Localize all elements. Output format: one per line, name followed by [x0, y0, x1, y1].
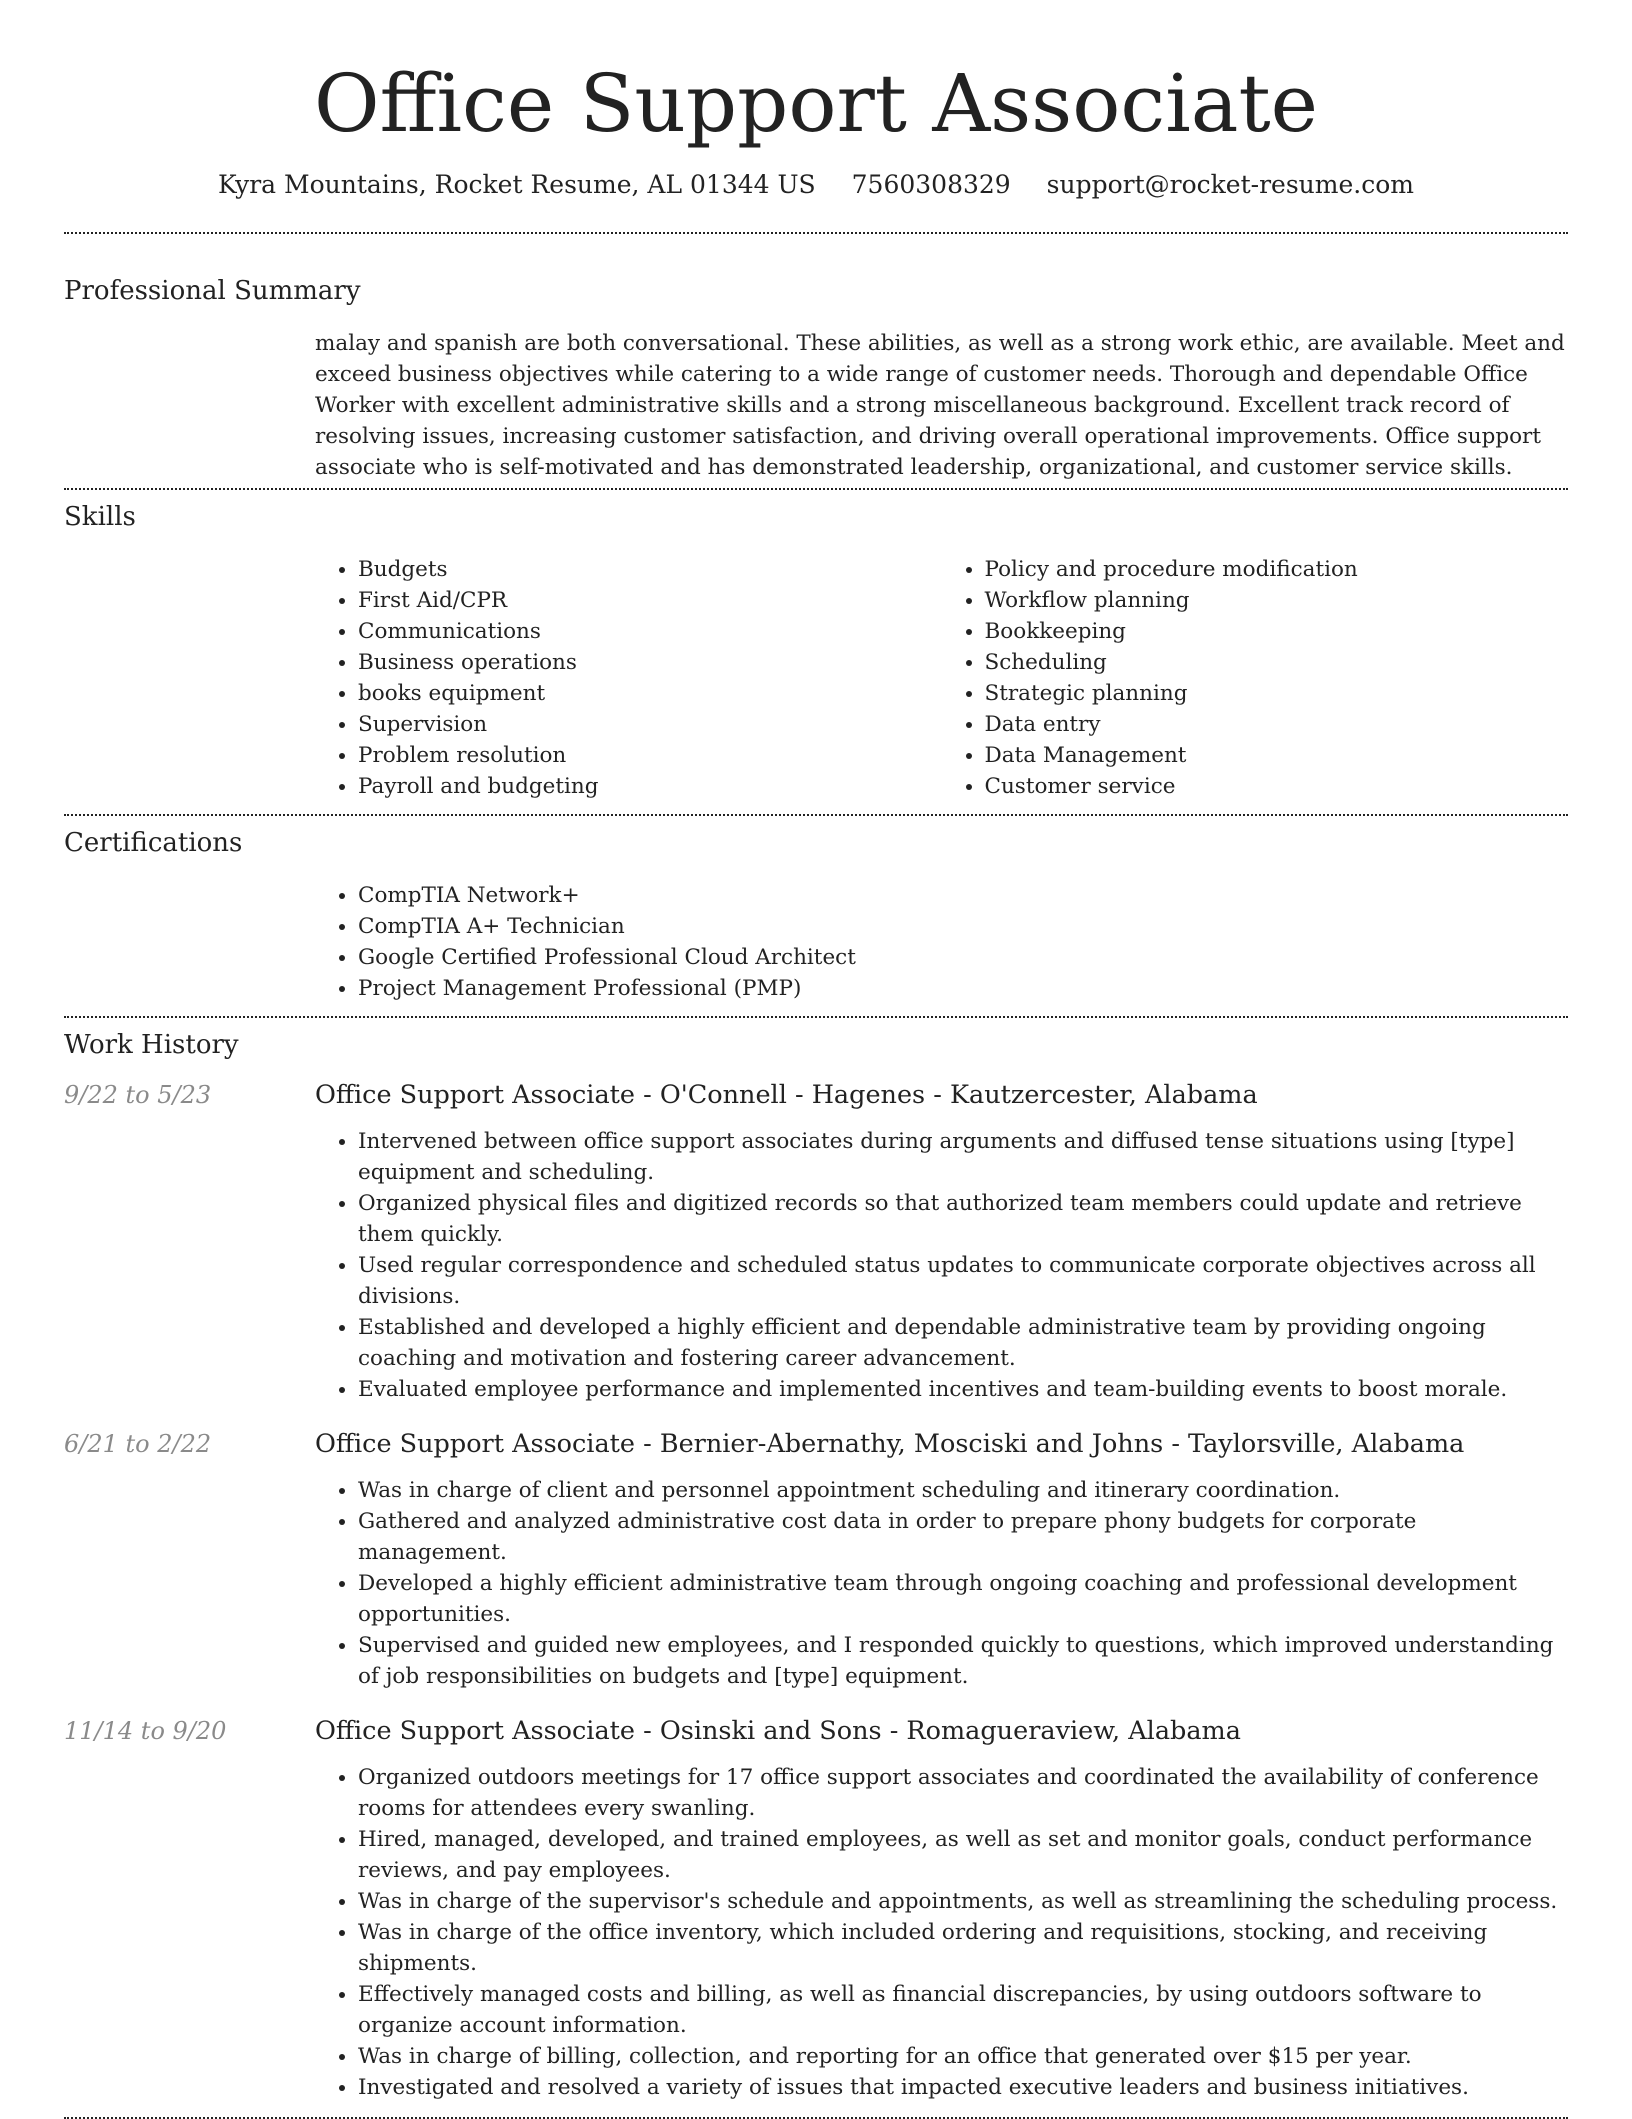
- certifications-section: [64, 816, 1568, 1004]
- skill-item: • Data Management: [985, 740, 1569, 771]
- contact-email: support@rocket-resume.com: [1046, 170, 1414, 199]
- job-bullets: [315, 1475, 1568, 1692]
- skill-item: • Customer service: [985, 771, 1569, 802]
- skill-item: • Scheduling: [985, 647, 1569, 678]
- skills-list-right: [942, 554, 1569, 802]
- skill-item: • Bookkeeping: [985, 616, 1569, 647]
- work-history-section: [64, 1018, 1568, 2103]
- job-title: Office Support Associate - Osinski and Sons - Romagueraview, Alabama: [315, 1716, 1241, 1746]
- skill-item: • Workflow planning: [985, 585, 1569, 616]
- summary-heading: Professional Summary: [64, 276, 361, 306]
- job-entry: [64, 1078, 1568, 1405]
- job-title: Office Support Associate - Bernier-Abernathy, Mosciski and Johns - Taylorsville, Alabama: [315, 1429, 1465, 1459]
- job-bullet: • Was in charge of the office inventory, which included ordering and requisitions, stocking, and receiving shipments.: [358, 1917, 1568, 1979]
- contact-address: Kyra Mountains, Rocket Resume, AL 01344 US: [218, 170, 816, 199]
- certification-item: • CompTIA Network+: [358, 880, 1568, 911]
- job-bullet: • Intervened between office support associates during arguments and diffused tense situations using [type] equipment and scheduling.: [358, 1126, 1568, 1188]
- job-bullet: • Organized physical files and digitized records so that authorized team members could update and retrieve them quickly.: [358, 1188, 1568, 1250]
- certification-item: • CompTIA A+ Technician: [358, 911, 1568, 942]
- skill-item: • Business operations: [358, 647, 942, 678]
- contact-line: [64, 168, 1568, 202]
- job-bullet: • Hired, managed, developed, and trained employees, as well as set and monitor goals, conduct performance reviews, and pay employees.: [358, 1824, 1568, 1886]
- job-bullet: • Was in charge of client and personnel appointment scheduling and itinerary coordination.: [358, 1475, 1568, 1506]
- job-bullet: • Established and developed a highly efficient and dependable administrative team by providing ongoing coaching and motivation and fostering career advancement.: [358, 1312, 1568, 1374]
- skill-item: • Data entry: [985, 709, 1569, 740]
- job-title: Office Support Associate - O'Connell - Hagenes - Kautzercester, Alabama: [315, 1080, 1258, 1110]
- skills-section: [64, 490, 1568, 802]
- job-bullet: • Supervised and guided new employees, and I responded quickly to questions, which improved understanding of job responsibilities on budgets and [type] equipment.: [358, 1630, 1568, 1692]
- skill-item: • Policy and procedure modification: [985, 554, 1569, 585]
- certifications-heading: Certifications: [64, 828, 243, 858]
- divider: [64, 232, 1568, 234]
- job-bullet: • Was in charge of the supervisor's schedule and appointments, as well as streamlining the scheduling process.: [358, 1886, 1568, 1917]
- certification-item: • Google Certified Professional Cloud Architect: [358, 942, 1568, 973]
- skills-list-left: [315, 554, 942, 802]
- job-bullet: • Investigated and resolved a variety of issues that impacted executive leaders and business initiatives.: [358, 2072, 1568, 2103]
- job-bullets: [315, 1762, 1568, 2103]
- job-dates: 6/21 to 2/22: [64, 1430, 212, 1458]
- skill-item: • books equipment: [358, 678, 942, 709]
- job-entry: [64, 1714, 1568, 2103]
- job-bullets: [315, 1126, 1568, 1405]
- job-bullet: • Evaluated employee performance and implemented incentives and team-building events to boost morale.: [358, 1374, 1568, 1405]
- skills-heading: Skills: [64, 502, 136, 532]
- job-dates: 9/22 to 5/23: [64, 1081, 212, 1109]
- skill-item: • Strategic planning: [985, 678, 1569, 709]
- skill-item: • First Aid/CPR: [358, 585, 942, 616]
- skill-item: • Budgets: [358, 554, 942, 585]
- work-history-heading: Work History: [64, 1030, 239, 1060]
- job-bullet: • Was in charge of billing, collection, and reporting for an office that generated over $15 per year.: [358, 2041, 1568, 2072]
- skill-item: • Supervision: [358, 709, 942, 740]
- resume-page: [64, 0, 1568, 2119]
- skills-grid: [315, 554, 1568, 802]
- summary-text: malay and spanish are both conversational. These abilities, as well as a strong work ethic, are available. Meet and exceed business objectives while catering to a wide range of customer needs. Thorough and dependable Office Worker with excellent administrative skills and a strong miscellaneous background. Excellent track record of resolving issues, increasing customer satisfaction, and driving overall operational improvements. Office support associate who is self-motivated and has demonstrated leadership, organizational, and customer service skills.: [315, 331, 1565, 480]
- job-bullet: • Organized outdoors meetings for 17 office support associates and coordinated the availability of conference rooms for attendees every swanling.: [358, 1762, 1568, 1824]
- job-bullet: • Used regular correspondence and scheduled status updates to communicate corporate objectives across all divisions.: [358, 1250, 1568, 1312]
- job-dates: 11/14 to 9/20: [64, 1717, 227, 1745]
- job-bullet: • Effectively managed costs and billing, as well as financial discrepancies, by using outdoors software to organize account information.: [358, 1979, 1568, 2041]
- job-bullet: • Developed a highly efficient administrative team through ongoing coaching and professional development opportunities.: [358, 1568, 1568, 1630]
- certifications-list: [315, 880, 1568, 1004]
- job-entry: [64, 1427, 1568, 1692]
- skill-item: • Communications: [358, 616, 942, 647]
- page-title: Office Support Associate: [314, 57, 1318, 150]
- skill-item: • Payroll and budgeting: [358, 771, 942, 802]
- contact-phone: 7560308329: [851, 170, 1011, 199]
- certification-item: • Project Management Professional (PMP): [358, 973, 1568, 1004]
- job-bullet: • Gathered and analyzed administrative cost data in order to prepare phony budgets for corporate management.: [358, 1506, 1568, 1568]
- skill-item: • Problem resolution: [358, 740, 942, 771]
